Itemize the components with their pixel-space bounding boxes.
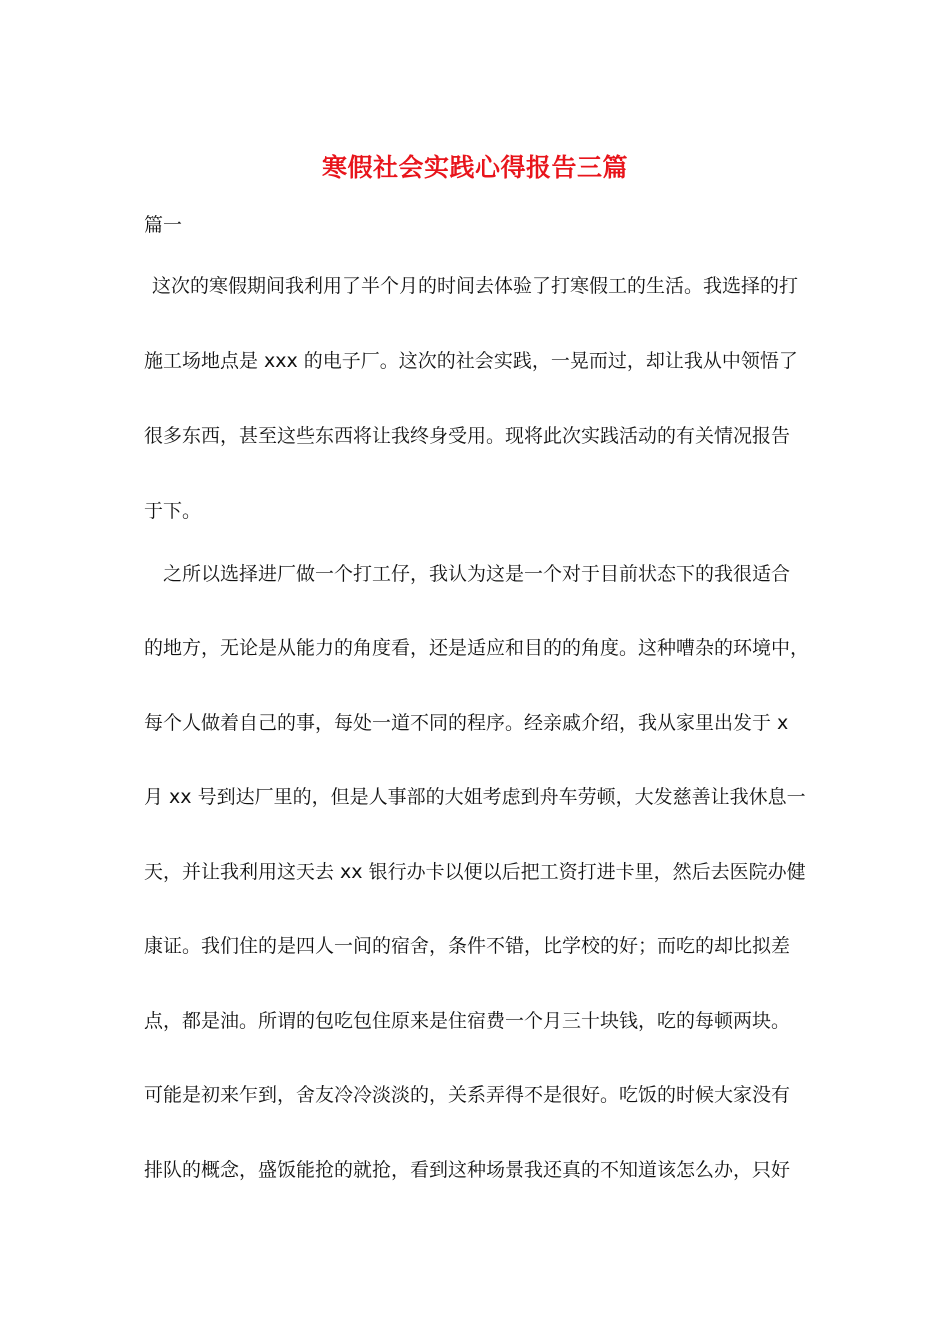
paragraph-1-line: 很多东西，甚至这些东西将让我终身受用。现将此次实践活动的有关情况报告 (144, 425, 791, 447)
paragraph-2-line: 月 xx 号到达厂里的，但是人事部的大姐考虑到舟车劳顿，大发慈善让我休息一 (144, 786, 806, 808)
paragraph-2-line: 点，都是油。所谓的包吃包住原来是住宿费一个月三十块钱，吃的每顿两块。 (144, 1010, 791, 1032)
paragraph-2-line: 每个人做着自己的事，每处一道不同的程序。经亲戚介绍，我从家里出发于 x (144, 712, 789, 734)
document-title: 寒假社会实践心得报告三篇 (321, 153, 628, 182)
paragraph-2-line: 天，并让我利用这天去 xx 银行办卡以便以后把工资打进卡里，然后去医院办健 (144, 861, 806, 883)
section-heading: 篇一 (144, 214, 183, 236)
paragraph-1-line: 于下。 (144, 500, 202, 522)
paragraph-1-line: 施工场地点是 xxx 的电子厂。这次的社会实践，一晃而过，却让我从中领悟了 (144, 350, 798, 372)
paragraph-2-line: 的地方，无论是从能力的角度看，还是适应和目的的角度。这种嘈杂的环境中， (144, 637, 810, 659)
paragraph-2-line: 之所以选择进厂做一个打工仔，我认为这是一个对于目前状态下的我很适合 (163, 563, 791, 585)
paragraph-2-line: 康证。我们住的是四人一间的宿舍，条件不错，比学校的好；而吃的却比拟差 (144, 935, 791, 957)
paragraph-2-line: 可能是初来乍到，舍友冷冷淡淡的，关系弄得不是很好。吃饭的时候大家没有 (144, 1084, 791, 1106)
paragraph-2-line: 排队的概念，盛饭能抢的就抢，看到这种场景我还真的不知道该怎么办，只好 (144, 1159, 791, 1181)
paragraph-1-line: 这次的寒假期间我利用了半个月的时间去体验了打寒假工的生活。我选择的打 (152, 275, 799, 297)
